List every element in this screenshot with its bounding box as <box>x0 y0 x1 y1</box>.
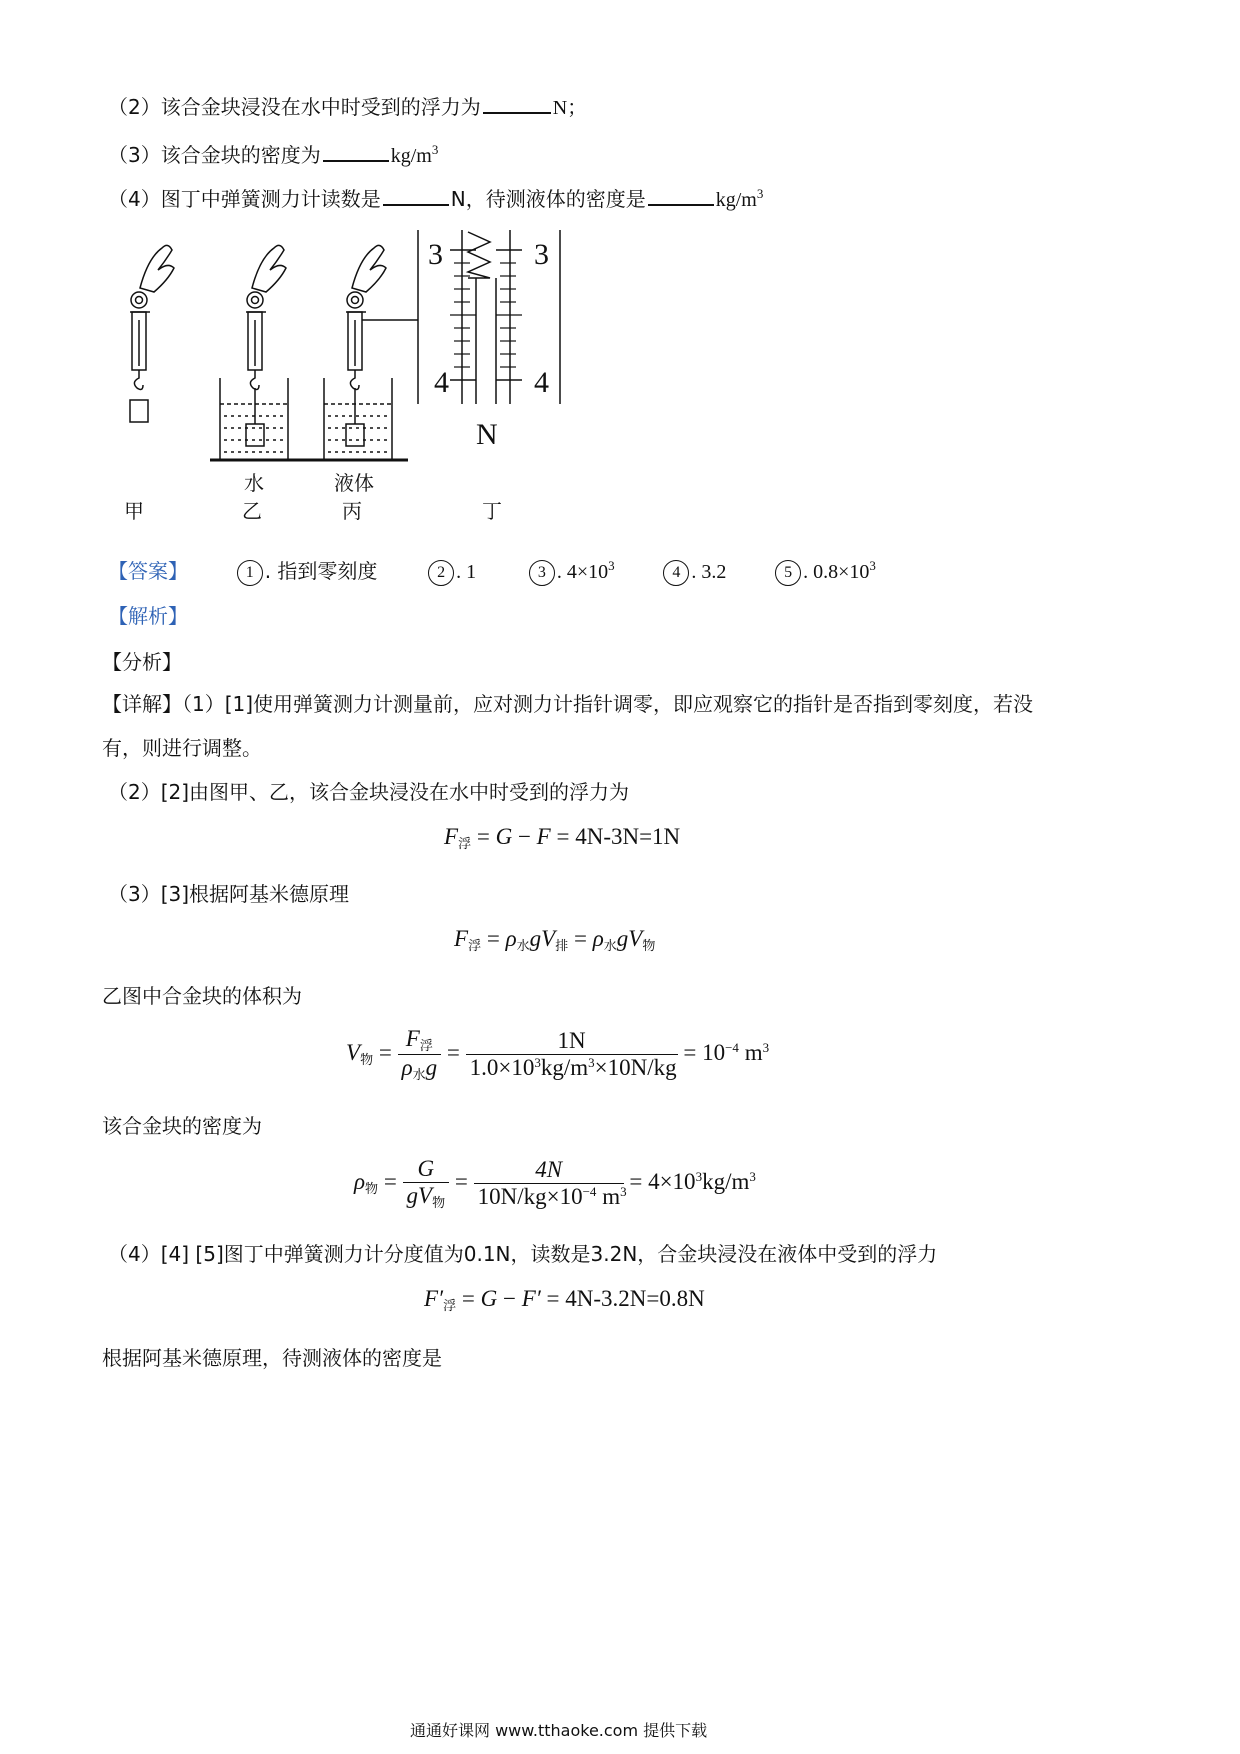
answer-blank[interactable] <box>323 140 389 162</box>
paragraph-2: （2）[2]由图甲、乙，该合金块浸没在水中时受到的浮力为 <box>108 780 630 804</box>
label-bing: 丙 <box>342 499 362 523</box>
detail-line-1: 【详解】（1）[1]使用弹簧测力计测量前，应对测力计指针调零，即应观察它的指针是否指到零刻度，若没 <box>102 692 1034 716</box>
page-footer: 通通好课网 www.tthaoke.com 提供下载 <box>410 1721 708 1740</box>
equation-density: $\rho_物$ = $\frac{G}{gV_物}$ = $\frac{4N}{10N/kg\times 10^{-4} m^3}$ = $4\times 10^3kg/m^3$ <box>354 1156 756 1210</box>
answer-1-marker: 1 <box>237 560 263 586</box>
paragraph-volume: 乙图中合金块的体积为 <box>102 984 302 1008</box>
label-jia: 甲 <box>124 499 144 523</box>
beaker-liquid <box>324 378 392 460</box>
answer-line: 【答案】 1 . 指到零刻度 2 . 1 3 . $4\times 10^3$ 4 . 3.2 5 . $0.8\times 10^3$ <box>108 552 876 586</box>
scale-tick-4-right: 4 <box>534 366 549 399</box>
question-4: （4）图丁中弹簧测力计读数是 N，待测液体的密度是 $kg/m^3$ <box>108 186 764 211</box>
question-2: （2）该合金块浸没在水中时受到的浮力为 N； <box>108 92 587 122</box>
equation-volume: $V_物$ = $\frac{F_浮}{\rho_水g}$ = $\frac{1N}{1.0\times 10^3kg/m^3\times 10N/kg}$ = $10^{-4}$ $m^3$ <box>346 1026 770 1082</box>
label-ding: 丁 <box>482 499 502 523</box>
beaker-water <box>220 378 288 460</box>
paragraph-last: 根据阿基米德原理，待测液体的密度是 <box>102 1346 442 1370</box>
experiment-figure <box>120 228 640 528</box>
paragraph-3: （3）[3]根据阿基米德原理 <box>108 882 350 906</box>
label-yi: 乙 <box>242 499 262 523</box>
detail-line-2: 有，则进行调整。 <box>102 736 262 760</box>
answer-blank[interactable] <box>383 184 449 206</box>
scale-tick-4-left: 4 <box>434 366 449 399</box>
paragraph-density: 该合金块的密度为 <box>102 1114 262 1138</box>
answer-3-marker: 3 <box>529 560 555 586</box>
label-liquid: 液体 <box>334 471 374 495</box>
equation-archimedes: $F_浮 = \rho_水gV_排 = \rho_水gV_物$ <box>454 926 656 953</box>
jiexi-heading: 【解析】 <box>108 604 188 628</box>
equation-buoyancy-liquid: $F'_浮 = G - F' = 4N-3.2N=0.8N$ <box>424 1286 705 1313</box>
scale-unit: N <box>476 418 498 451</box>
fenxi-heading: 【分析】 <box>102 650 182 674</box>
answer-2-marker: 2 <box>428 560 454 586</box>
answer-blank[interactable] <box>648 184 714 206</box>
spring-scale-jia <box>130 245 174 422</box>
scale-tick-3-left: 3 <box>428 238 443 271</box>
answer-5-marker: 5 <box>775 560 801 586</box>
equation-buoyancy-water: $F_浮 = G - F = 4N-3N=1N$ <box>444 824 681 851</box>
scale-tick-3-right: 3 <box>534 238 549 271</box>
question-3: （3）该合金块的密度为 $kg/m^3$ <box>108 142 439 167</box>
label-water: 水 <box>244 471 264 495</box>
answer-4-marker: 4 <box>663 560 689 586</box>
paragraph-4: （4）[4] [5]图丁中弹簧测力计分度值为0.1N，读数是3.2N，合金块浸没在液体中受到的浮力 <box>108 1242 938 1266</box>
answer-blank[interactable] <box>483 92 551 114</box>
